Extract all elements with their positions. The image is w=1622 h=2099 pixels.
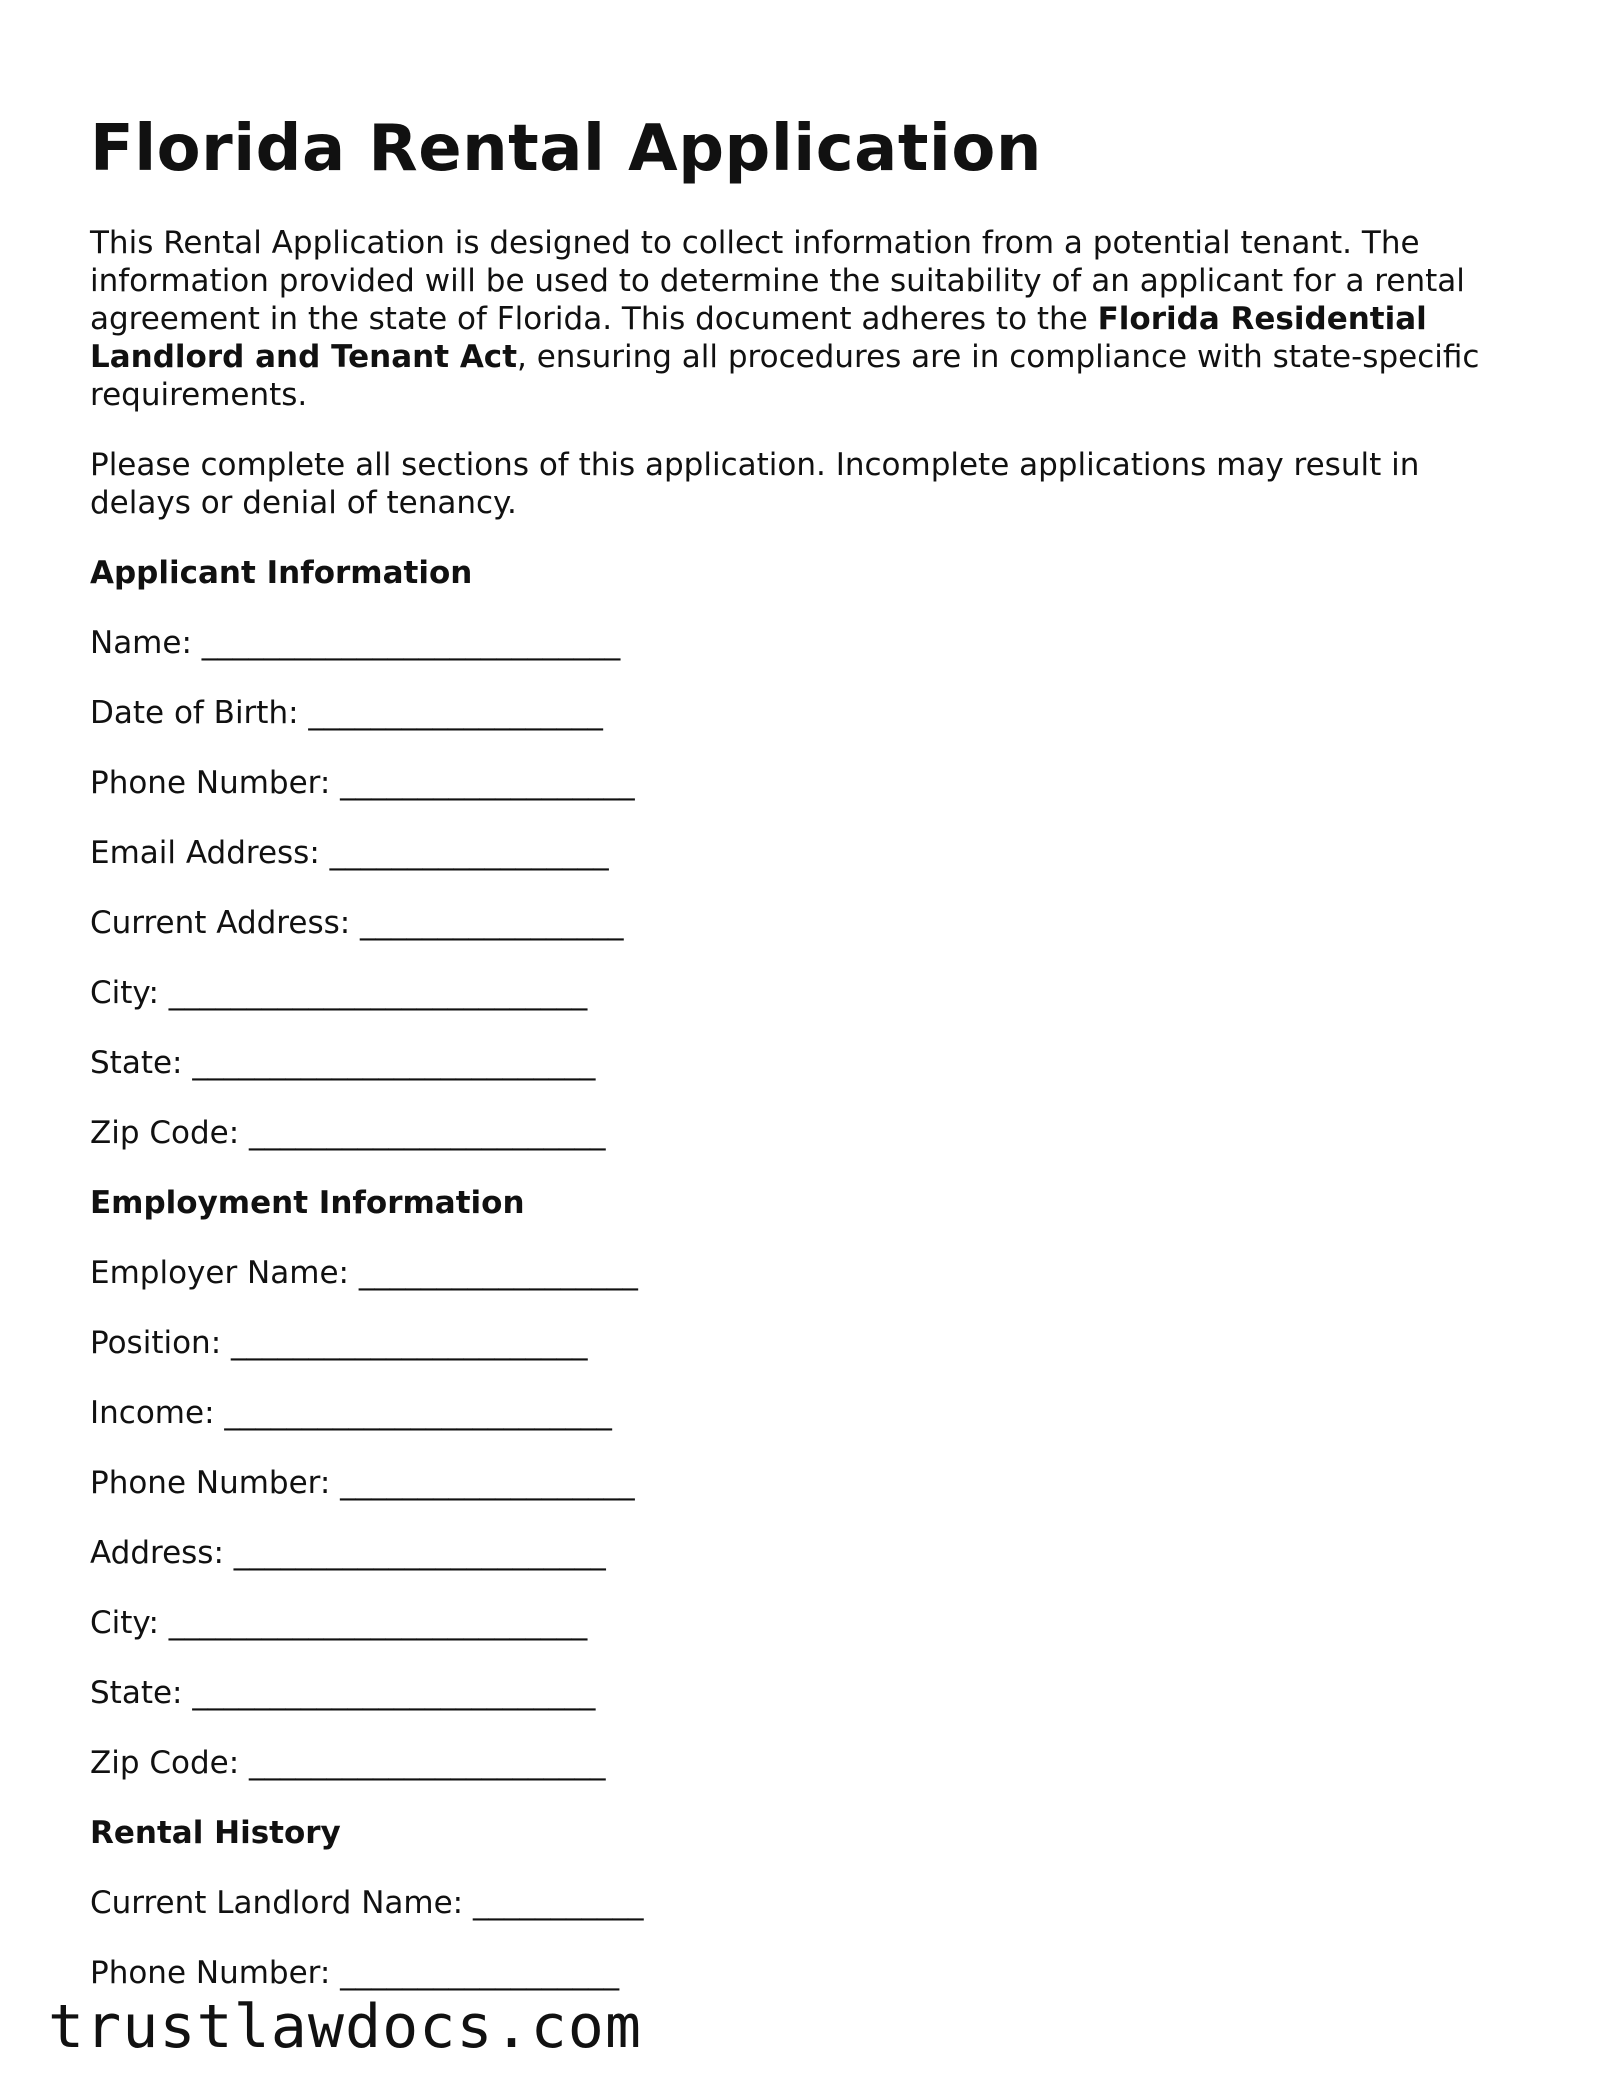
field-employer-phone-number[interactable]: Phone Number: ___________________ xyxy=(90,1465,635,1501)
intro-act-name: Florida Residential Landlord and Tenant Act xyxy=(90,301,1427,375)
field-name[interactable]: Name: ___________________________ xyxy=(90,625,621,661)
field-landlord-phone-number[interactable]: Phone Number: __________________ xyxy=(90,1955,620,1991)
section-heading: Rental History xyxy=(90,1815,341,1851)
field-employer-zip-code[interactable]: Zip Code: _______________________ xyxy=(90,1745,606,1781)
field-state[interactable]: State: __________________________ xyxy=(90,1045,596,1081)
field-current-landlord-name[interactable]: Current Landlord Name: ___________ xyxy=(90,1885,644,1921)
field-income[interactable]: Income: _________________________ xyxy=(90,1395,612,1431)
field-current-address[interactable]: Current Address: _________________ xyxy=(90,905,624,941)
field-phone-number[interactable]: Phone Number: ___________________ xyxy=(90,765,635,801)
section-rental-history xyxy=(90,1814,1530,1992)
intro-text-part2: , ensuring all procedures are in compliance with state-specific requirements. xyxy=(90,339,1480,413)
field-employer-name[interactable]: Employer Name: __________________ xyxy=(90,1255,638,1291)
document-title: Florida Rental Application xyxy=(90,112,1042,186)
section-heading: Applicant Information xyxy=(90,555,473,591)
field-date-of-birth[interactable]: Date of Birth: ___________________ xyxy=(90,695,603,731)
field-employer-city[interactable]: City: ___________________________ xyxy=(90,1605,588,1641)
section-applicant-information xyxy=(90,554,1530,1152)
section-heading: Employment Information xyxy=(90,1185,525,1221)
field-employer-address[interactable]: Address: ________________________ xyxy=(90,1535,606,1571)
intro-text-part1: This Rental Application is designed to collect information from a potential tenant. The information provided will be used to determine the suitability of an applicant for a rental agreement in the state of Florida. This document adheres to the xyxy=(90,225,1465,337)
field-email-address[interactable]: Email Address: __________________ xyxy=(90,835,609,871)
intro-paragraph xyxy=(90,224,1530,414)
field-employer-state[interactable]: State: __________________________ xyxy=(90,1675,596,1711)
instructions-paragraph: Please complete all sections of this application. Incomplete applications may result in delays or denial of tenancy. xyxy=(90,447,1420,521)
field-city[interactable]: City: ___________________________ xyxy=(90,975,588,1011)
section-employment-information xyxy=(90,1184,1530,1782)
document-page xyxy=(90,110,1530,2024)
watermark: trustlawdocs.com xyxy=(48,1992,642,2062)
field-zip-code[interactable]: Zip Code: _______________________ xyxy=(90,1115,606,1151)
field-position[interactable]: Position: _______________________ xyxy=(90,1325,588,1361)
